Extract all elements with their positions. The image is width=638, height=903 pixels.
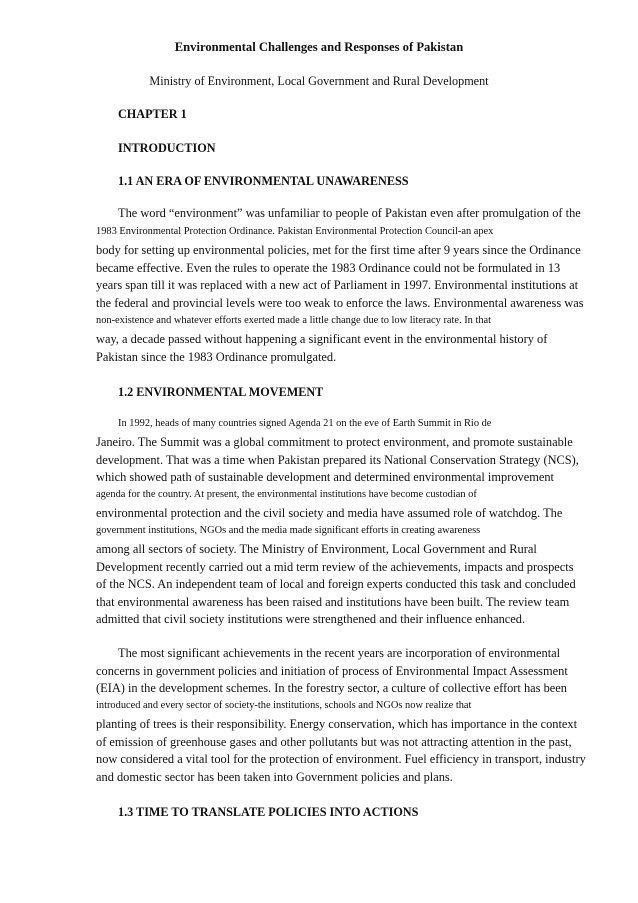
paragraph-line: body for setting up environmental policies, met for the first time after 9 years since the Ordinance	[96, 243, 581, 257]
paragraph-line: years span till it was replaced with a new act of Parliament in 1997. Environmental institutions at	[96, 278, 579, 292]
paragraph-line: the federal and provincial levels were too weak to enforce the laws. Environmental awareness was	[96, 296, 584, 310]
paragraph-line: The word “environment” was unfamiliar to people of Pakistan even after promulgation of the	[118, 206, 581, 220]
paragraph-line: 1983 Environmental Protection Ordinance. Pakistan Environmental Protection Council-an apex	[96, 226, 494, 237]
paragraph-line: environmental protection and the civil society and media have assumed role of watchdog. The	[96, 506, 563, 520]
paragraph-line: planting of trees is their responsibility. Energy conservation, which has importance in the context	[96, 717, 578, 731]
chapter-heading: CHAPTER 1	[118, 107, 187, 121]
section-heading-1-3: 1.3 TIME TO TRANSLATE POLICIES INTO ACTIONS	[118, 805, 419, 819]
document-subtitle: Ministry of Environment, Local Government and Rural Development	[149, 74, 489, 88]
paragraph-line: agenda for the country. At present, the environmental institutions have become custodian of	[96, 489, 477, 500]
paragraph-line: admitted that civil society institutions were strengthened and their influence enhanced.	[96, 612, 526, 626]
paragraph-line: development. That was a time when Pakistan prepared its National Conservation Strategy (NCS),	[96, 453, 579, 467]
paragraph-line: of emission of greenhouse gases and other pollutants but was not attracting attention in the past,	[96, 735, 572, 749]
section-heading-1-2: 1.2 ENVIRONMENTAL MOVEMENT	[118, 385, 324, 399]
paragraph-line: among all sectors of society. The Ministry of Environment, Local Government and Rural	[96, 542, 537, 556]
paragraph-line: In 1992, heads of many countries signed Agenda 21 on the eve of Earth Summit in Rio de	[118, 418, 492, 429]
paragraph-line: which showed path of sustainable development and determined environmental improvement	[96, 470, 554, 484]
paragraph-line: of the NCS. An independent team of local and foreign experts conducted this task and concluded	[96, 577, 576, 591]
paragraph-line: government institutions, NGOs and the media made significant efforts in creating awareness	[96, 525, 481, 536]
paragraph-line: that environmental awareness has been raised and institutions have been built. The review team	[96, 595, 570, 609]
introduction-heading: INTRODUCTION	[118, 141, 216, 155]
paragraph-line: and domestic sector has been taken into Government policies and plans.	[96, 770, 453, 784]
paragraph-line: The most significant achievements in the recent years are incorporation of environmental	[118, 646, 561, 660]
paragraph-line: (EIA) in the development schemes. In the forestry sector, a culture of collective effort has been	[96, 681, 567, 695]
paragraph-line: concerns in government policies and initiation of process of Environmental Impact Assessment	[96, 664, 568, 678]
paragraph-line: non-existence and whatever efforts exerted made a little change due to low literacy rate. In that	[96, 315, 492, 326]
section-heading-1-1: 1.1 AN ERA OF ENVIRONMENTAL UNAWARENESS	[118, 174, 409, 188]
paragraph-line: now considered a vital tool for the protection of environment. Fuel efficiency in transport, industry	[96, 752, 586, 766]
paragraph-line: became effective. Even the rules to operate the 1983 Ordinance could not be formulated in 13	[96, 261, 561, 275]
paragraph-line: introduced and every sector of society-the institutions, schools and NGOs now realize that	[96, 700, 472, 711]
paragraph-line: Janeiro. The Summit was a global commitment to protect environment, and promote sustainable	[96, 435, 573, 449]
paragraph-line: Development recently carried out a mid term review of the achievements, impacts and prospects	[96, 560, 574, 574]
document-title: Environmental Challenges and Responses of Pakistan	[174, 40, 464, 54]
paragraph-line: way, a decade passed without happening a significant event in the environmental history of	[96, 332, 548, 346]
paragraph-line: Pakistan since the 1983 Ordinance promulgated.	[96, 350, 337, 364]
